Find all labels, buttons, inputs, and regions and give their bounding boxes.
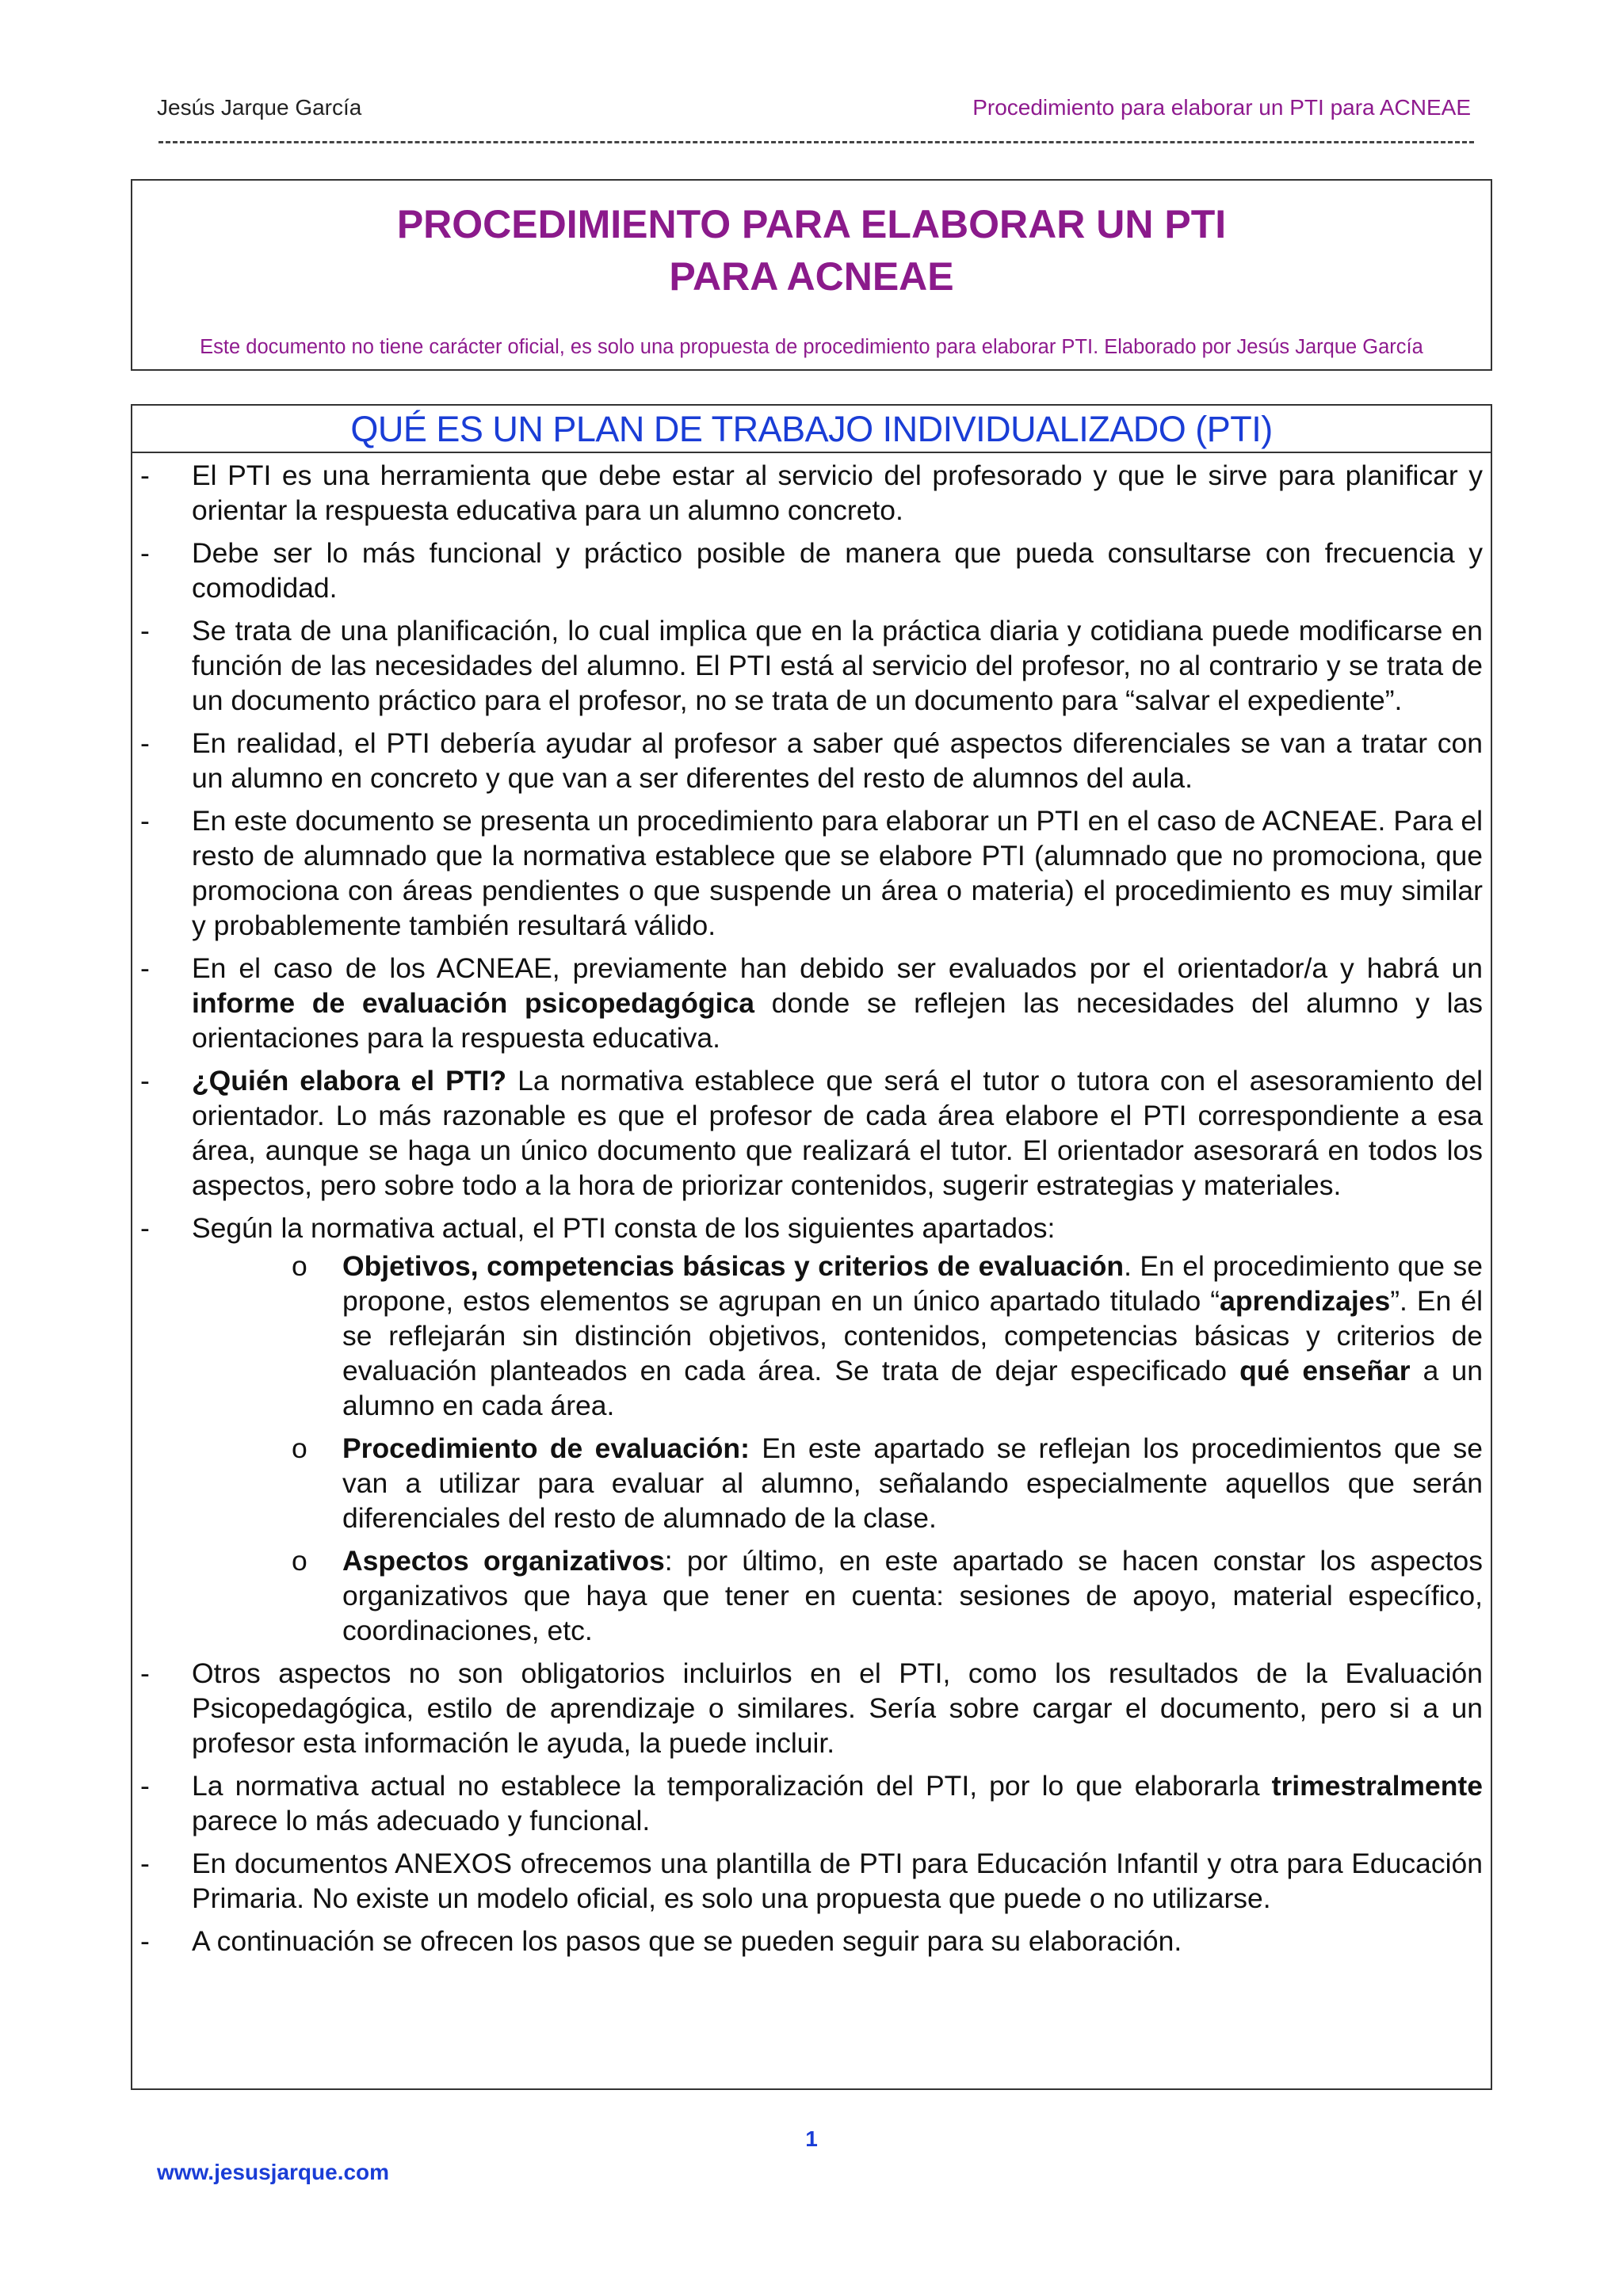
header-dashed-rule: [158, 141, 1474, 143]
circle-bullet: o: [292, 1545, 307, 1577]
list-item: [132, 726, 1491, 795]
sub-list: [192, 1249, 1483, 1648]
sub-list-item: [192, 1543, 1483, 1648]
title-box: [131, 179, 1492, 371]
bullet-list: [132, 458, 1491, 1958]
dash-bullet: -: [140, 952, 150, 984]
subitem-bold-text: Aspectos organizativos: [342, 1545, 665, 1577]
footer-website-link[interactable]: www.jesusjarque.com: [157, 2160, 390, 2184]
item-text: A continuación se ofrecen los pasos que se pueden seguir para su elaboración.: [192, 1925, 1182, 1957]
section-box: [131, 404, 1492, 2090]
subitem-text: . En el procedimiento que se propone, estos elementos se agrupan en un único apartado titulado “: [342, 1250, 1483, 1317]
dash-bullet: -: [140, 1065, 150, 1097]
item-text: En documentos ANEXOS ofrecemos una plantilla de PTI para Educación Infantil y otra para Educación Primaria. No existe un modelo oficial, es solo una propuesta que puede o no utilizarse.: [192, 1848, 1483, 1914]
list-item: [132, 1063, 1491, 1203]
list-item: [132, 803, 1491, 943]
sub-list-item: [192, 1431, 1483, 1535]
subitem-bold-text: qué enseñar: [1239, 1355, 1411, 1386]
list-item: [132, 1656, 1491, 1760]
subitem-text: a un alumno en cada área.: [342, 1355, 1483, 1421]
subitem-text: En este apartado se reflejan los procedimientos que se van a utilizar para evaluar al alumno, señalando especialmente aquellos que serán diferenciales del resto de alumnado de la clase.: [342, 1432, 1483, 1534]
list-item: [132, 1846, 1491, 1916]
dash-bullet: -: [140, 1657, 150, 1689]
item-text: Se trata de una planificación, lo cual implica que en la práctica diaria y cotidiana puede modificarse en función de las necesidades del alumno. El PTI está al servicio del profesor, no al contrario y se trata de un documento práctico para el profesor, no se trata de un documento para “salvar el expediente”.: [192, 615, 1483, 716]
circle-bullet: o: [292, 1250, 307, 1282]
sub-list-item: [192, 1249, 1483, 1423]
page-number: 1: [805, 2126, 818, 2151]
list-item: [132, 1924, 1491, 1958]
item-text: Según la normativa actual, el PTI consta de los siguientes apartados:: [192, 1212, 1056, 1244]
dash-bullet: -: [140, 1925, 150, 1957]
list-item: [132, 1768, 1491, 1838]
item-text: En realidad, el PTI debería ayudar al profesor a saber qué aspectos diferenciales se van a tratar con un alumno en concreto y que van a ser diferentes del resto de alumnos del aula.: [192, 727, 1483, 794]
circle-bullet: o: [292, 1432, 307, 1464]
header-document-title: Procedimiento para elaborar un PTI para ACNEAE: [972, 95, 1471, 120]
item-text: parece lo más adecuado y funcional.: [192, 1805, 651, 1836]
subitem-text: ”. En él se reflejarán sin distinción objetivos, contenidos, competencias básicas y criterios de evaluación planteados en cada área. Se trata de dejar especificado: [342, 1285, 1483, 1386]
item-bold-text: ¿Quién elabora el PTI?: [192, 1065, 507, 1097]
item-bold-text: informe de evaluación psicopedagógica: [192, 987, 754, 1019]
list-item: [132, 613, 1491, 718]
subitem-bold-text: Objetivos, competencias básicas y criterios de evaluación: [342, 1250, 1125, 1282]
item-text: El PTI es una herramienta que debe estar al servicio del profesorado y que le sirve para planificar y orientar la respuesta educativa para un alumno concreto.: [192, 460, 1483, 526]
subitem-text: : por último, en este apartado se hacen constar los aspectos organizativos que haya que tener en cuenta: sesiones de apoyo, material específico, coordinaciones, etc.: [342, 1545, 1483, 1646]
section-heading: QUÉ ES UN PLAN DE TRABAJO INDIVIDUALIZADO (PTI): [132, 406, 1491, 453]
dash-bullet: -: [140, 805, 150, 837]
list-item: [132, 951, 1491, 1055]
document-title-line-1: PROCEDIMIENTO PARA ELABORAR UN PTI: [396, 202, 1227, 246]
subitem-bold-text: aprendizajes: [1220, 1285, 1391, 1317]
item-text: donde se reflejen las necesidades del alumno y las orientaciones para la respuesta educativa.: [192, 987, 1483, 1054]
dash-bullet: -: [140, 460, 150, 491]
list-item: [132, 1211, 1491, 1648]
dash-bullet: -: [140, 1212, 150, 1244]
item-text: En el caso de los ACNEAE, previamente han debido ser evaluados por el orientador/a y habrá un: [192, 952, 1483, 984]
document-title-line-2: PARA ACNEAE: [669, 254, 954, 299]
dash-bullet: -: [140, 537, 150, 569]
disclaimer-note: Este documento no tiene carácter oficial, es solo una propuesta de procedimiento para elaborar PTI. Elaborado por Jesús Jarque García: [200, 336, 1423, 358]
item-text: Otros aspectos no son obligatorios incluirlos en el PTI, como los resultados de la Evaluación Psicopedagógica, estilo de aprendizaje o similares. Sería sobre cargar el documento, pero si a un profesor esta información le ayuda, la puede incluir.: [192, 1657, 1483, 1759]
item-text: La normativa establece que será el tutor o tutora con el asesoramiento del orientador. Lo más razonable es que el profesor de cada área elabore el PTI correspondiente a esa área, aunque se haga un único documento que realizará el tutor. El orientador asesorará en todos los aspectos, pero sobre todo a la hora de priorizar contenidos, sugerir estrategias y materiales.: [192, 1065, 1483, 1201]
list-item: [132, 458, 1491, 528]
list-item: [132, 536, 1491, 605]
dash-bullet: -: [140, 1770, 150, 1802]
dash-bullet: -: [140, 615, 150, 646]
item-text: En este documento se presenta un procedimiento para elaborar un PTI en el caso de ACNEAE. Para el resto de alumnado que la normativa establece que se elabore PTI (alumnado que no promociona, que promociona con áreas pendientes o que suspende un área o materia) el procedimiento es muy similar y probablemente también resultará válido.: [192, 805, 1483, 941]
item-text: La normativa actual no establece la temporalización del PTI, por lo que elaborarla: [192, 1770, 1272, 1802]
header-author: Jesús Jarque García: [157, 95, 362, 120]
item-text: Debe ser lo más funcional y práctico posible de manera que pueda consultarse con frecuencia y comodidad.: [192, 537, 1483, 604]
dash-bullet: -: [140, 1848, 150, 1879]
dash-bullet: -: [140, 727, 150, 759]
subitem-bold-text: Procedimiento de evaluación:: [342, 1432, 750, 1464]
item-bold-text: trimestralmente: [1271, 1770, 1483, 1802]
document-title: [132, 198, 1491, 303]
